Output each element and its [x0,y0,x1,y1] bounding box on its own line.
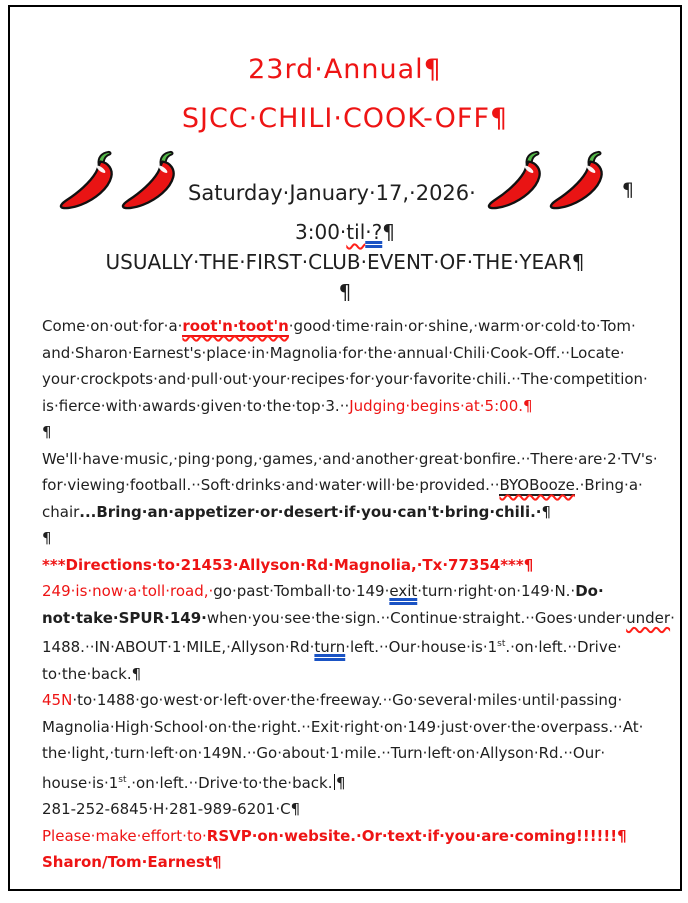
directions-45n-line-4 [8,767,682,797]
spellcheck-word: til [346,220,366,244]
text-run: .·on·left.··Drive· [505,638,622,656]
directions-45n-line-2 [8,714,682,741]
text-run: chair [42,502,80,521]
pilcrow: ¶ [382,220,395,244]
text-run: when·you·see·the·sign.··Continue·straight.··Goes·under· [206,608,627,627]
text-run: We'll·have·music,·ping·pong,·games,·and·another·great·bonfire.··There·are·2·TV's· [42,449,658,468]
pilcrow: ¶ [541,502,552,521]
spellcheck-word: root'n·toot'n [182,317,289,335]
spellcheck-word: under [626,608,671,627]
empty-line [8,277,682,307]
chili-pepper-icon [484,149,546,211]
intro-line-2 [8,340,682,367]
chili-pepper-icon [118,149,180,211]
signature-line [8,849,682,876]
grammar-word: exit [389,582,418,600]
subtitle-text: USUALLY·THE·FIRST·CLUB·EVENT·OF·THE·YEAR¶ [105,250,585,274]
signature: Sharon/Tom·Earnest¶ [42,853,222,871]
phone-line [8,796,682,823]
text-run: to·the·back.¶ [42,664,142,683]
title-line-1 [8,45,682,94]
rsvp-line [8,823,682,850]
appetizer-note: ...Bring·an·appetizer·or·desert·if·you·can't·bring·chili.· [79,502,542,521]
text-run: the·light,·turn·left·on·149N.··Go·about·1·mile.··Turn·left·on·Allyson·Rd.··Our· [42,744,606,762]
rsvp-intro: Please·make·effort·to· [42,826,207,845]
time-line [8,217,682,247]
empty-line [8,525,682,552]
text-run: ·good·time·rain·or·shine,·warm·or·cold·to·Tom· [288,317,636,335]
activities-line-1 [8,446,682,473]
directions-249-line-3 [8,631,682,661]
text-run: and·Sharon·Earnest's·place·in·Magnolia·for·the·annual·Chili·Cook-Off.··Locate· [42,343,625,362]
text-run: is·fierce·with·awards·given·to·the·top·3.·· [42,396,350,415]
pilcrow: ¶ [338,280,352,304]
text-run: for·viewing·football.··Soft·drinks·and·water·will·be·provided.·· [42,476,500,494]
pilcrow: ¶ [336,773,346,792]
text-run: · [670,608,675,627]
highway-45n: 45N [42,691,73,709]
text-run: ·turn·right·on·149·N.· [417,582,576,600]
event-date: Saturday·January·17,·2026· [188,181,476,205]
text-run: ·left.··Our·house·is·1 [345,638,498,656]
text-run: house·is·1 [42,773,119,792]
directions-45n-line-1 [8,687,682,714]
event-time: 3:00· [295,220,347,244]
text-run: Magnolia·High·School·on·the·right.··Exit·right·on·149·just·over·the·overpass.··At· [42,717,644,736]
pilcrow: ¶ [42,529,52,547]
grammar-word: turn [314,638,346,656]
directions-45n-line-3 [8,740,682,767]
flyer-title-event: SJCC·CHILI·COOK-OFF¶ [181,103,509,134]
directions-address: ***Directions·to·21453·Allyson·Rd·Magnolia,·Tx·77354***¶ [42,555,534,574]
ordinal-superscript: st [497,639,506,649]
text-run: 1488.··IN·ABOUT·1·MILE,·Allyson·Rd· [42,638,315,656]
activities-line-3 [8,499,682,526]
text-run: go·past·Tomball·to·149· [213,582,390,600]
intro-line-4 [8,393,682,420]
pilcrow: ¶ [621,179,634,201]
title-line-2 [8,94,682,143]
flyer-document [8,5,682,876]
text-run: .·Bring·a· [574,476,643,494]
phone-numbers: 281-252-6845·H·281-989-6201·C¶ [42,800,301,818]
activities-line-2 [8,472,682,499]
judging-time-note: Judging·begins·at·5:00.¶ [349,396,533,415]
empty-line [8,419,682,446]
text-run: Come·on·out·for·a· [42,317,183,335]
directions-249-line-4 [8,661,682,688]
text-run: .·on·left.··Drive·to·the·back. [126,773,333,792]
date-pepper-row [8,145,682,211]
intro-line-1 [8,313,682,340]
text-run: Do· [575,582,604,600]
chili-pepper-icon [56,149,118,211]
text-cursor [334,774,336,790]
pilcrow: ¶ [42,423,52,441]
text-run: ·to·1488·go·west·or·left·over·the·freeway.··Go·several·miles·until·passing· [72,691,623,709]
intro-line-3 [8,366,682,393]
spellcheck-word: BYOBooze [499,476,575,494]
flyer-title-annual: 23rd·Annual¶ [248,54,442,85]
rsvp-note: RSVP·on·website.·Or·text·if·you·are·coming!!!!!!¶ [206,826,627,845]
chili-pepper-icon [546,149,608,211]
ordinal-superscript: st [118,774,127,785]
directions-heading [8,552,682,579]
text-run: your·crockpots·and·pull·out·your·recipes·for·your·favorite·chili.··The·competition· [42,370,648,388]
spur-warning: not·take·SPUR·149· [42,608,207,627]
grammar-word: ·? [365,220,383,244]
subtitle-line [8,247,682,277]
toll-road-note: 249·is·now·a·toll·road,· [42,582,214,600]
directions-249-line-1 [8,578,682,605]
directions-249-line-2 [8,605,682,632]
